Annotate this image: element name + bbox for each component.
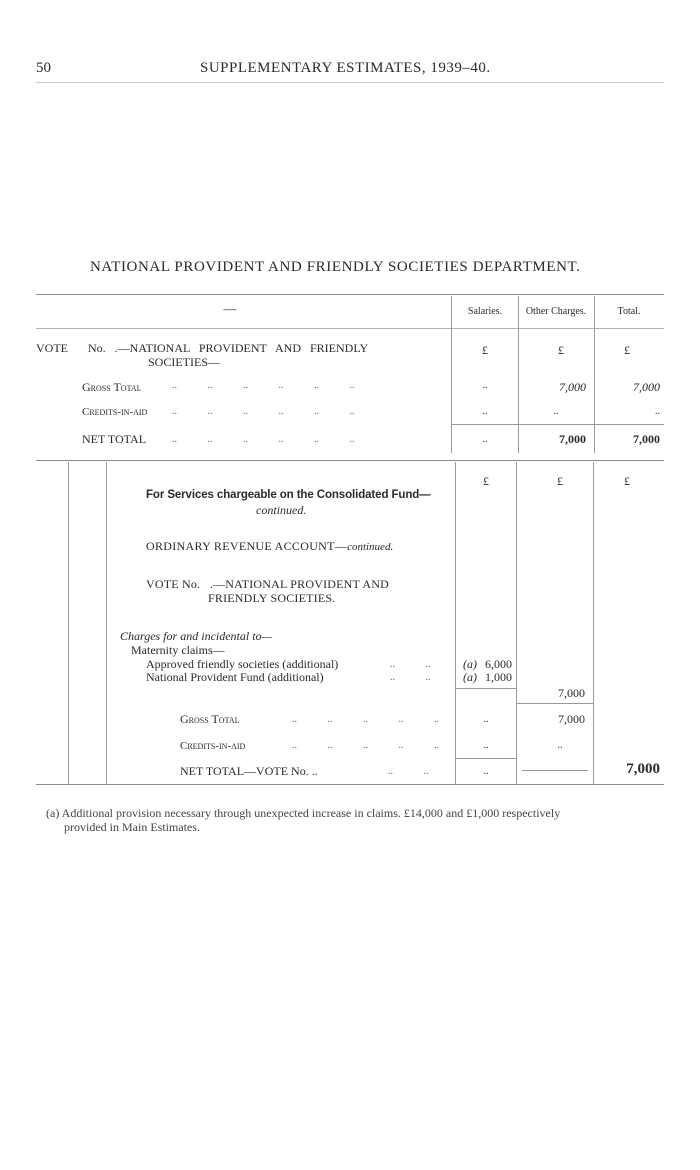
detail-currency-total: £ xyxy=(624,474,630,488)
summary-bottom-rule xyxy=(36,460,664,461)
detail-credits-dots: .. .. .. .. .. xyxy=(292,740,439,751)
detail-bottom-rule xyxy=(36,784,664,785)
header-rule xyxy=(36,82,664,83)
item-national-fund: National Provident Fund (additional) xyxy=(146,670,324,684)
detail-credits-salaries: .. xyxy=(483,740,489,751)
item-approved-societies: Approved friendly societies (additional) xyxy=(146,657,339,671)
summary-col-rule-1 xyxy=(451,296,452,453)
vote-text-line2: SOCIETIES— xyxy=(148,355,220,369)
gross-total-salaries: .. xyxy=(482,380,488,391)
account-heading-continued: continued. xyxy=(347,541,394,553)
vote-label: VOTE xyxy=(36,341,68,355)
subtotal-rule-2 xyxy=(517,703,593,704)
fund-heading-continued: continued. xyxy=(256,503,307,517)
account-heading-main: ORDINARY REVENUE ACCOUNT— xyxy=(146,539,348,553)
currency-total: £ xyxy=(624,343,630,357)
column-header-salaries: Salaries. xyxy=(467,306,503,317)
item-approved-societies-amount: 6,000 xyxy=(485,657,512,671)
net-total-label: NET TOTAL xyxy=(82,432,147,446)
column-header-total: Total. xyxy=(617,306,641,317)
detail-col-rule-3 xyxy=(593,462,594,784)
summary-col-rule-3 xyxy=(594,296,595,453)
detail-net-total-label: NET TOTAL—VOTE No. .. xyxy=(180,764,318,778)
detail-net-total-amount: 7,000 xyxy=(626,761,660,777)
item-approved-societies-note: (a) xyxy=(463,657,477,671)
summary-col-rule-2 xyxy=(518,296,519,453)
maternity-claims: Maternity claims— xyxy=(131,643,225,657)
subtotal-amount: 7,000 xyxy=(558,686,585,700)
item-national-fund-amount: 1,000 xyxy=(485,670,512,684)
net-total-salaries: .. xyxy=(482,434,488,445)
detail-net-total-salaries: .. xyxy=(483,766,489,777)
column-dash: — xyxy=(223,301,237,316)
detail-vote-line2: FRIENDLY SOCIETIES. xyxy=(208,591,336,605)
currency-salaries: £ xyxy=(482,343,488,357)
department-title: NATIONAL PROVIDENT AND FRIENDLY SOCIETIES DEPARTMENT. xyxy=(90,259,581,275)
fund-heading: For Services chargeable on the Consolidated Fund— xyxy=(146,489,431,501)
detail-net-other-rule xyxy=(522,770,588,771)
detail-net-total-dots: .. .. xyxy=(388,766,429,777)
footnote-line2: provided in Main Estimates. xyxy=(64,820,200,834)
net-total-other: 7,000 xyxy=(559,432,586,446)
summary-header-rule xyxy=(36,328,664,329)
gross-total-dots: .. .. .. .. .. .. xyxy=(172,380,355,391)
item-national-fund-note: (a) xyxy=(463,670,477,684)
detail-gross-total-other: 7,000 xyxy=(558,712,585,726)
net-total-dots: .. .. .. .. .. .. xyxy=(172,434,355,445)
vote-text-line1: No. .—NATIONAL PROVIDENT AND FRIENDLY xyxy=(88,341,369,355)
summary-top-rule xyxy=(36,294,664,295)
item-approved-societies-dots: .. .. xyxy=(390,659,431,670)
detail-col-rule-2 xyxy=(516,462,517,784)
detail-credits-other: .. xyxy=(557,740,563,751)
credits-in-aid-label: Credits-in-aid xyxy=(82,406,148,418)
detail-left-rule-1 xyxy=(68,462,69,784)
detail-currency-other: £ xyxy=(557,474,563,488)
detail-gross-total-dots: .. .. .. .. .. xyxy=(292,714,439,725)
net-total-total: 7,000 xyxy=(633,432,660,446)
subtotal-rule xyxy=(456,688,516,689)
charges-intro: Charges for and incidental to— xyxy=(120,629,273,643)
gross-total-other: 7,000 xyxy=(559,380,586,394)
credits-in-aid-other: .. xyxy=(553,406,559,417)
detail-gross-total-label: Gross Total xyxy=(180,712,240,726)
detail-credits-label: Credits-in-aid xyxy=(180,740,246,752)
column-header-other-charges: Other Charges. xyxy=(525,306,587,317)
detail-net-rule xyxy=(456,758,516,759)
gross-total-label: Gross Total xyxy=(82,380,142,394)
detail-col-rule-1 xyxy=(455,462,456,784)
account-heading xyxy=(146,539,393,554)
gross-total-total: 7,000 xyxy=(633,380,660,394)
footnote-line1: (a) Additional provision necessary through unexpected increase in claims. £14,000 and £1,000 respectively xyxy=(46,806,561,820)
net-total-rule xyxy=(452,424,664,425)
credits-in-aid-total: .. xyxy=(655,406,660,417)
detail-vote-line1: VOTE No. .—NATIONAL PROVIDENT AND xyxy=(146,577,389,591)
detail-left-rule-2 xyxy=(106,462,107,784)
running-title: SUPPLEMENTARY ESTIMATES, 1939–40. xyxy=(200,60,491,76)
currency-other: £ xyxy=(558,343,564,357)
credits-in-aid-salaries: .. xyxy=(482,406,488,417)
page-number: 50 xyxy=(36,60,51,76)
item-national-fund-dots: .. .. xyxy=(390,672,431,683)
detail-gross-total-salaries: .. xyxy=(483,714,489,725)
detail-currency-salaries: £ xyxy=(483,474,489,488)
credits-in-aid-dots: .. .. .. .. .. .. xyxy=(172,406,355,417)
